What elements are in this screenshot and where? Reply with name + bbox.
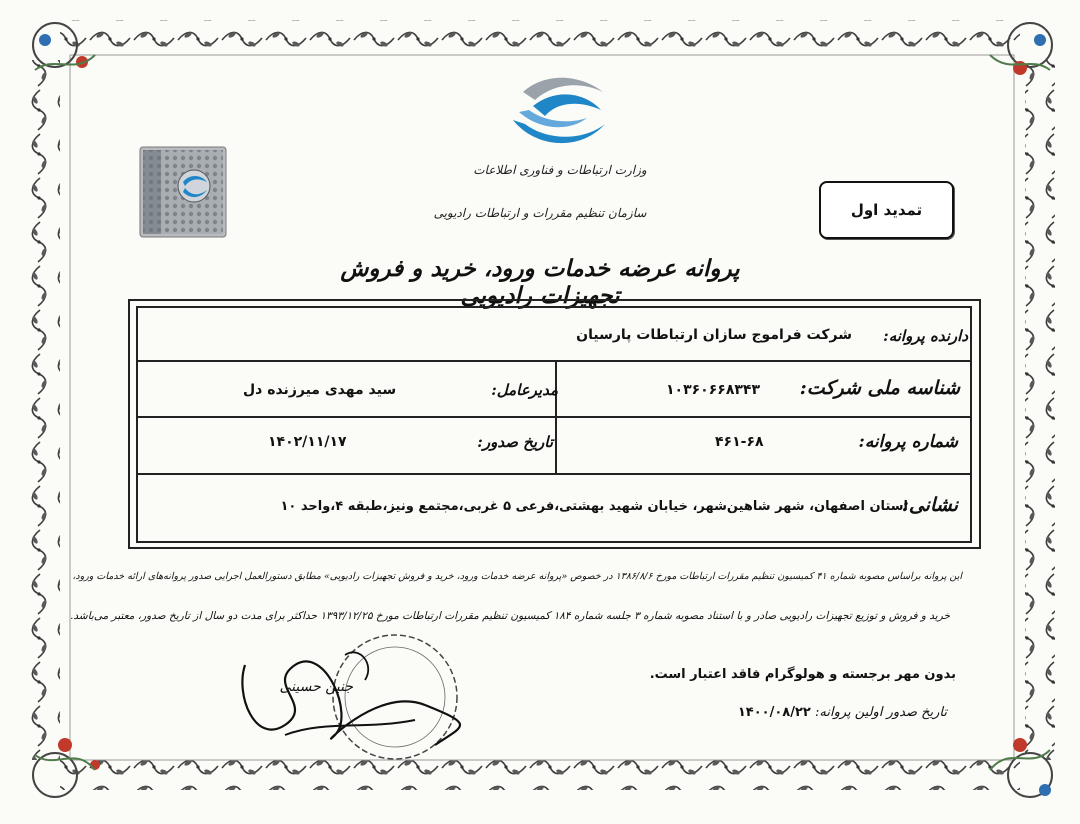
body-line-2: خرید و فروش و توزیع تجهیزات رادیویی صادر و با استناد مصوبه شماره ۳ جلسه شماره ۱۸۴ کمیسیون تنظیم مقررات ارتباطات مورخ ۱۳۹۳/۱۲/۲۵ حداکثر برای مدت دو سال از تاریخ صدور، معتبر می‌باشد. [70,610,950,622]
certificate-title: پروانه عرضه خدمات ورود، خرید و فروش تجهیزات رادیویی [340,255,740,309]
renewal-badge: تمدید اول [819,181,954,239]
ministry-name: وزارت ارتباطات و فناوری اطلاعات [473,163,647,177]
validity-notice: بدون مهر برجسته و هولوگرام فاقد اعتبار است. [649,667,956,682]
table-divider [136,416,970,418]
signature-stamp [225,625,485,775]
national-id-value: ۱۰۳۶۰۶۶۸۳۴۳ [666,382,760,398]
issue-date-value: ۱۴۰۲/۱۱/۱۷ [268,434,347,450]
issue-date-label: تاریخ صدور: [477,433,553,451]
holder-label: دارنده پروانه: [883,327,968,345]
table-column-divider [555,362,557,474]
table-divider [136,360,970,362]
body-line-1: این پروانه براساس مصوبه شماره ۴۱ کمیسیون تنظیم مقررات ارتباطات مورخ ۱۳۸۶/۸/۶ در خصوص «پروانه عرضه خدمات ورود، خرید و فروش تجهیزات رادیویی» مطابق دستورالعمل اجرایی صدور پروانه‌های ارائه خدمات ورود، [72,571,962,582]
first-issue-label: تاریخ صدور اولین پروانه: [815,705,947,720]
organization-logo-icon [505,70,615,150]
address-label: نشانی: [901,494,958,516]
license-number-value: ۴۶۱-۶۸ [715,434,764,450]
ceo-label: مدیرعامل: [491,381,558,399]
holder-value: شرکت فراموج سازان ارتباطات پارسیان [576,327,852,343]
organization-name: سازمان تنظیم مقررات و ارتباطات رادیویی [433,206,647,220]
hologram-sticker [139,146,227,238]
first-issue-value: ۱۴۰۰/۰۸/۲۲ [737,705,811,720]
address-value: استان اصفهان، شهر شاهین‌شهر، خیابان شهید بهشتی،فرعی ۵ غربی،مجتمع ونیز،طبقه ۴،واحد ۱۰ [280,499,908,514]
first-issue-date [738,705,947,720]
national-id-label: شناسه ملی شرکت: [799,377,960,399]
table-divider [136,473,970,475]
license-number-label: شماره پروانه: [858,432,958,452]
ceo-value: سید مهدی میرزنده دل [243,382,397,398]
signature-name: جنین حسینی [279,679,353,695]
